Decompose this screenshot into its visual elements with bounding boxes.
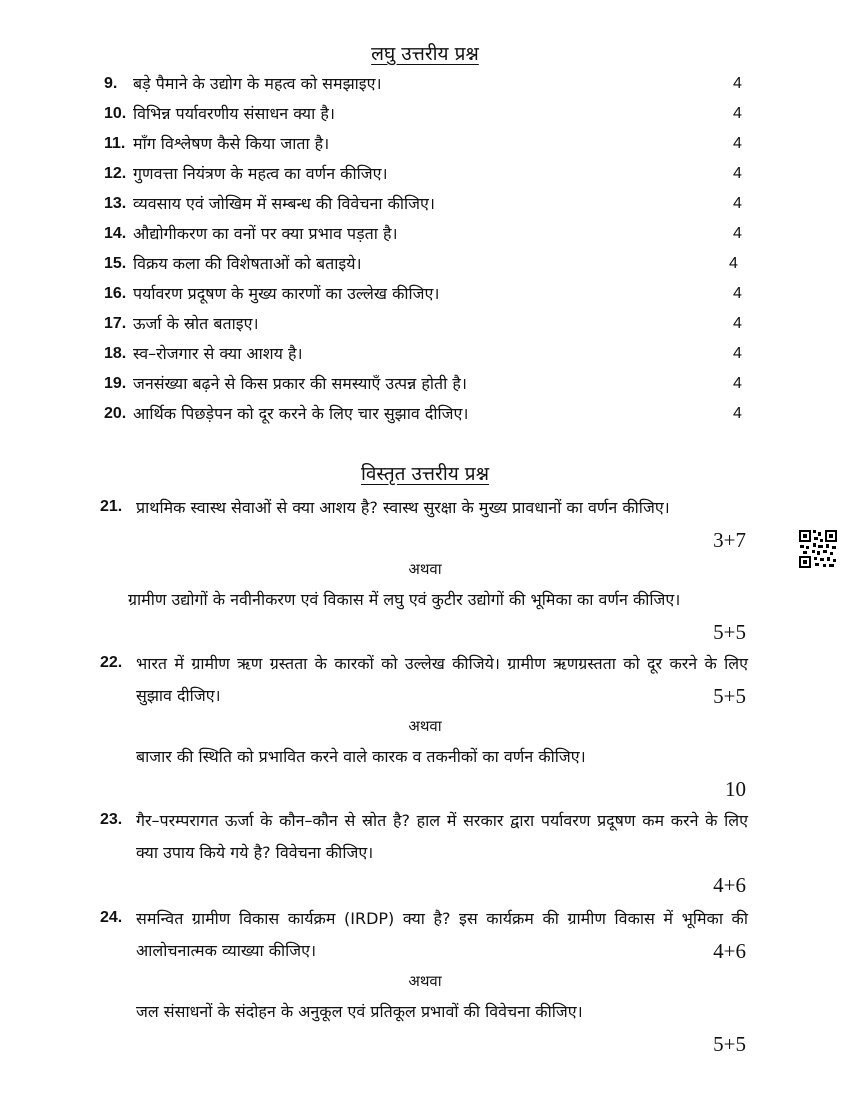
question-marks: 3+7 <box>713 528 746 552</box>
question-text: स्व–रोजगार से क्या आशय है। <box>133 344 303 363</box>
question-text: समन्वित ग्रामीण विकास कार्यक्रम (IRDP) क्या है? इस कार्यक्रम की ग्रामीण विकास में भूमिका की आलोचनात्मक व्याख्या कीजिए। <box>136 909 748 960</box>
question-number: 11. <box>104 135 126 152</box>
question-text: प्राथमिक स्वास्थ सेवाओं से क्या आशय है? स्वास्थ सुरक्षा के मुख्य प्रावधानों का वर्णन कीजिए। <box>136 498 670 517</box>
question-text: औद्योगीकरण का वनों पर क्या प्रभाव पड़ता है। <box>133 224 398 243</box>
or-label: अथवा <box>408 560 442 578</box>
question-text: गुणवत्ता नियंत्रण के महत्व का वर्णन कीजिए। <box>133 164 388 183</box>
question-number: 23. <box>100 811 123 828</box>
question-text: आर्थिक पिछड़ेपन को दूर करने के लिए चार सुझाव दीजिए। <box>133 404 469 423</box>
question-row <box>0 159 850 189</box>
question-marks: 4+6 <box>713 939 746 963</box>
question-marks: 4 <box>733 195 742 212</box>
question-text: जल संसाधनों के संदोहन के अनुकूल एवं प्रतिकूल प्रभावों की विवेचना कीजिए। <box>136 1002 583 1021</box>
question-row <box>0 399 850 429</box>
question-text: बाजार की स्थिति को प्रभावित करने वाले कारक व तकनीकों का वर्णन कीजिए। <box>136 747 586 766</box>
question-marks: 4+6 <box>713 873 746 897</box>
qr-code-icon <box>798 529 838 569</box>
question-text: विक्रय कला की विशेषताओं को बताइये। <box>133 254 362 273</box>
question-number: 15. <box>104 255 127 272</box>
question-text: भारत में ग्रामीण ऋण ग्रस्तता के कारकों को उल्लेख कीजिये। ग्रामीण ऋणग्रस्तता को दूर करने के लिए सुझाव दीजिए। <box>136 654 748 705</box>
question-row <box>0 279 850 309</box>
question-row <box>0 99 850 129</box>
question-row <box>0 189 850 219</box>
question-marks: 4 <box>733 225 742 242</box>
question-number: 9. <box>104 75 118 92</box>
question-row <box>0 219 850 249</box>
question-text: गैर–परम्परागत ऊर्जा के कौन–कौन से स्रोत है? हाल में सरकार द्वारा पर्यावरण प्रदूषण कम करने के लिए क्या उपाय किये गये है? विवेचना कीजिए। <box>136 811 748 862</box>
question-text: ग्रामीण उद्योगों के नवीनीकरण एवं विकास में लघु एवं कुटीर उद्योगों की भूमिका का वर्णन कीजिए। <box>128 590 681 609</box>
question-number: 19. <box>104 375 127 392</box>
question-number: 18. <box>104 345 127 362</box>
long-section-title: विस्तृत उत्तरीय प्रश्न <box>360 463 490 485</box>
question-marks: 4 <box>733 375 742 392</box>
question-marks: 4 <box>733 135 742 152</box>
question-marks: 5+5 <box>713 684 746 708</box>
question-marks: 4 <box>733 75 742 92</box>
question-marks: 4 <box>729 255 738 272</box>
question-number: 22. <box>100 654 123 671</box>
question-marks: 4 <box>733 105 742 122</box>
question-text: माँग विश्लेषण कैसे किया जाता है। <box>133 134 330 153</box>
or-label: अथवा <box>408 972 442 990</box>
question-marks: 4 <box>733 405 742 422</box>
question-text: पर्यावरण प्रदूषण के मुख्य कारणों का उल्लेख कीजिए। <box>133 284 440 303</box>
question-text: बड़े पैमाने के उद्योग के महत्व को समझाइए। <box>133 74 382 93</box>
question-text: व्यवसाय एवं जोखिम में सम्बन्ध की विवेचना कीजिए। <box>133 194 435 213</box>
question-marks: 5+5 <box>713 1032 746 1056</box>
question-text: जनसंख्या बढ़ने से किस प्रकार की समस्याएँ उत्पन्न होती है। <box>133 374 467 393</box>
question-number: 16. <box>104 285 127 302</box>
question-number: 21. <box>100 498 123 515</box>
or-label: अथवा <box>408 717 442 735</box>
question-marks: 4 <box>733 345 742 362</box>
question-row <box>0 309 850 339</box>
question-marks: 5+5 <box>713 620 746 644</box>
question-marks: 4 <box>733 315 742 332</box>
question-row <box>0 69 850 99</box>
question-number: 17. <box>104 315 127 332</box>
question-marks: 10 <box>725 777 746 801</box>
question-marks: 4 <box>733 165 742 182</box>
question-marks: 4 <box>733 285 742 302</box>
question-number: 10. <box>104 105 127 122</box>
question-row <box>0 129 850 159</box>
question-number: 20. <box>104 405 127 422</box>
question-row <box>0 339 850 369</box>
question-number: 14. <box>104 225 127 242</box>
question-row <box>0 249 850 279</box>
question-text: ऊर्जा के स्रोत बताइए। <box>133 314 259 333</box>
short-section-title: लघु उत्तरीय प्रश्न <box>371 43 479 65</box>
question-number: 13. <box>104 195 127 212</box>
question-row <box>0 369 850 399</box>
question-text: विभिन्न पर्यावरणीय संसाधन क्या है। <box>133 104 335 123</box>
question-number: 24. <box>100 909 123 926</box>
question-number: 12. <box>104 165 127 182</box>
